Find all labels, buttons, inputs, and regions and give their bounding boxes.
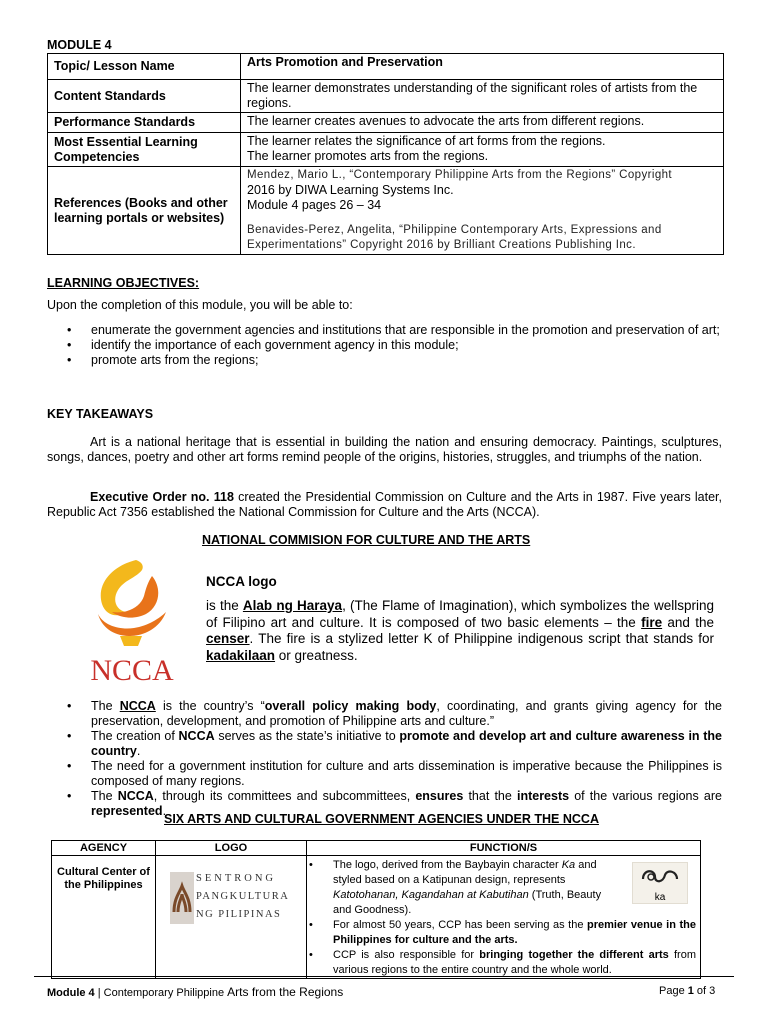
agency-ccp: Cultural Center of the Philippines [52, 856, 156, 979]
function-italic: Ka [561, 859, 576, 871]
ccp-emblem-icon [170, 872, 194, 924]
fire-term: fire [641, 614, 663, 630]
desc-text: and the [662, 614, 714, 630]
footer-title: Arts from the Regions [227, 985, 344, 999]
footer-left [47, 985, 343, 999]
alab-ng-haraya: Alab ng Haraya [242, 598, 343, 613]
bullet-text: of the various regions are [569, 789, 722, 803]
bullet-emphasis: promote and develop art and culture awareness in the country [91, 729, 722, 758]
reference-line: Mendez, Mario L., “Contemporary Philippine Arts from the Regions” Copyright [247, 169, 673, 181]
objective-item: • identify the importance of each government agency in this module; [65, 338, 725, 353]
ncca-bullet: • The need for a government institution for culture and arts dissemination is imperative because the Philippines is composed of many regions. [65, 759, 722, 789]
ccp-logo-line: NG PILIPINAS [196, 909, 282, 920]
bullet-text: that the [463, 789, 517, 803]
function-item [307, 918, 696, 948]
objectives-list [65, 323, 725, 368]
col-logo: LOGO [156, 841, 307, 856]
bullet-emphasis: ensures [415, 789, 464, 803]
bullet-text: The [91, 699, 120, 713]
bullet-text: The [91, 789, 118, 803]
function-text: CCP is also responsible for [333, 949, 480, 961]
ncca-bullets [65, 699, 722, 819]
censer-term: censer [206, 631, 250, 646]
ncca-logo [82, 556, 182, 686]
desc-text: or greatness. [275, 647, 358, 663]
objective-item: • enumerate the government agencies and institutions that are responsible in the promotion and preservation of art; [65, 323, 725, 338]
flame-censer-icon [82, 556, 182, 686]
bullet-text: serves as the state’s initiative to [214, 729, 400, 743]
desc-text: is the [206, 598, 243, 613]
melc-value [241, 133, 724, 167]
ccp-logo-line: SENTRONG [196, 873, 277, 884]
reference-line: 2016 by DIWA Learning Systems Inc. [247, 183, 454, 197]
ncca-logo-text: NCCA [90, 654, 174, 686]
performance-standards-value: The learner creates avenues to advocate the arts from different regions. [241, 113, 724, 133]
page-total: of 3 [693, 985, 716, 997]
ncca-bullet [65, 699, 722, 729]
reference-line: Module 4 pages 26 – 34 [247, 198, 382, 212]
col-function: FUNCTION/S [307, 841, 701, 856]
lesson-info-table [47, 53, 724, 255]
function-text: The logo, derived from the Baybayin character [333, 859, 562, 871]
ncca-bullet [65, 729, 722, 759]
melc-label: Most Essential Learning Competencies [48, 133, 241, 167]
function-emphasis: premier venue in the Philippines for culture and the arts. [333, 919, 696, 946]
bullet-emphasis: overall policy making body [264, 699, 437, 713]
ncca-logo-description [206, 598, 714, 664]
reference-line: Benavides-Perez, Angelita, “Philippine Contemporary Arts, Expressions and [247, 224, 662, 236]
kadakilaan-term: kadakilaan [206, 647, 276, 663]
melc-item: The learner promotes arts from the regions. [247, 149, 489, 163]
ncca-logo-label: NCCA logo [206, 574, 277, 589]
agencies-table [51, 840, 701, 979]
ccp-logo-line: PANGKULTURA [196, 891, 290, 902]
ccp-function-list [307, 858, 696, 978]
bullet-text: is the country’s “ [155, 699, 265, 713]
bullet-text: The creation of [91, 729, 179, 743]
bullet-text: . [162, 804, 167, 818]
references-value [241, 167, 724, 255]
bullet-emphasis: interests [516, 789, 570, 803]
ccp-logo-cell [156, 856, 307, 979]
function-italic: Katotohanan, Kagandahan at Kabutihan [333, 889, 529, 901]
performance-standards-label: Performance Standards [48, 113, 241, 133]
topic-value: Arts Promotion and Preservation [241, 54, 724, 80]
bullet-text: , through its committees and subcommittees, [153, 789, 416, 803]
function-text: (Truth, Beauty and Goodness). [333, 889, 602, 916]
function-text: from various regions to the entire country and the whole world. [333, 949, 696, 976]
takeaways-paragraph: Art is a national heritage that is essential in building the nation and ensuring democracy. Paintings, sculptures, songs, dances, poetry and other art forms remind people of the origins, histories, struggles, and triumphs of the nation. [47, 435, 722, 464]
takeaways-heading: KEY TAKEAWAYS [47, 407, 154, 421]
executive-order-name: Executive Order no. 118 [90, 490, 234, 504]
ccp-logo-wordmark [196, 870, 289, 924]
objectives-intro: Upon the completion of this module, you will be able to: [47, 298, 353, 312]
reference-line: Experimentations” Copyright 2016 by Brilliant Creations Publishing Inc. [247, 239, 636, 251]
page-current: 1 [687, 985, 694, 997]
melc-item: The learner relates the significance of art forms from the regions. [247, 134, 606, 148]
references-label: References (Books and other learning portals or websites) [48, 167, 241, 255]
bullet-text: . [136, 744, 141, 758]
ncca-term: NCCA [117, 789, 154, 803]
page-number [659, 985, 715, 997]
function-item [307, 948, 696, 978]
footer-module: Module 4 [47, 987, 95, 999]
executive-order-paragraph [47, 490, 722, 520]
executive-order-text: created the Presidential Commission on Culture and the Arts in 1987. Five years later, Republic Act 7356 established the National Commission for Culture and the Arts (NCCA). [47, 490, 722, 519]
ncca-term: NCCA [178, 729, 215, 743]
agencies-heading: SIX ARTS AND CULTURAL GOVERNMENT AGENCIES UNDER THE NCCA [164, 812, 599, 826]
function-text: and styled based on a Katipunan design, represents [333, 859, 597, 886]
col-agency: AGENCY [52, 841, 156, 856]
ccp-functions [307, 856, 701, 979]
footer-subject: | Contemporary Philippine [94, 987, 228, 999]
function-item [307, 858, 696, 918]
ccp-logo [170, 870, 295, 928]
ncca-heading: NATIONAL COMMISION FOR CULTURE AND THE ARTS [202, 533, 531, 547]
ka-label: ka [654, 892, 666, 903]
module-heading: MODULE 4 [47, 38, 112, 52]
bullet-emphasis: represented [91, 804, 163, 818]
objective-item: • promote arts from the regions; [65, 353, 725, 368]
content-standards-label: Content Standards [48, 80, 241, 113]
desc-text: . The fire is a stylized letter K of Philippine indigenous script that stands for [249, 631, 714, 646]
page-word: Page [659, 985, 688, 997]
desc-text: , (The Flame of Imagination), which symbolizes the wellspring of Filipino art and culture. It is composed of two basic elements – the [206, 598, 714, 630]
ncca-term: NCCA [119, 699, 156, 713]
objectives-heading: LEARNING OBJECTIVES: [47, 276, 200, 290]
content-standards-value: The learner demonstrates understanding of the significant roles of artists from the regions. [241, 80, 724, 113]
function-emphasis: bringing together the different arts [479, 949, 669, 961]
footer-divider [34, 976, 734, 977]
bullet-text: , coordinating, and grants giving agency for the preservation, development, and promotion of Philippine arts and culture.” [91, 699, 722, 728]
function-text: For almost 50 years, CCP has been serving as the [333, 919, 587, 931]
topic-label: Topic/ Lesson Name [48, 54, 241, 80]
